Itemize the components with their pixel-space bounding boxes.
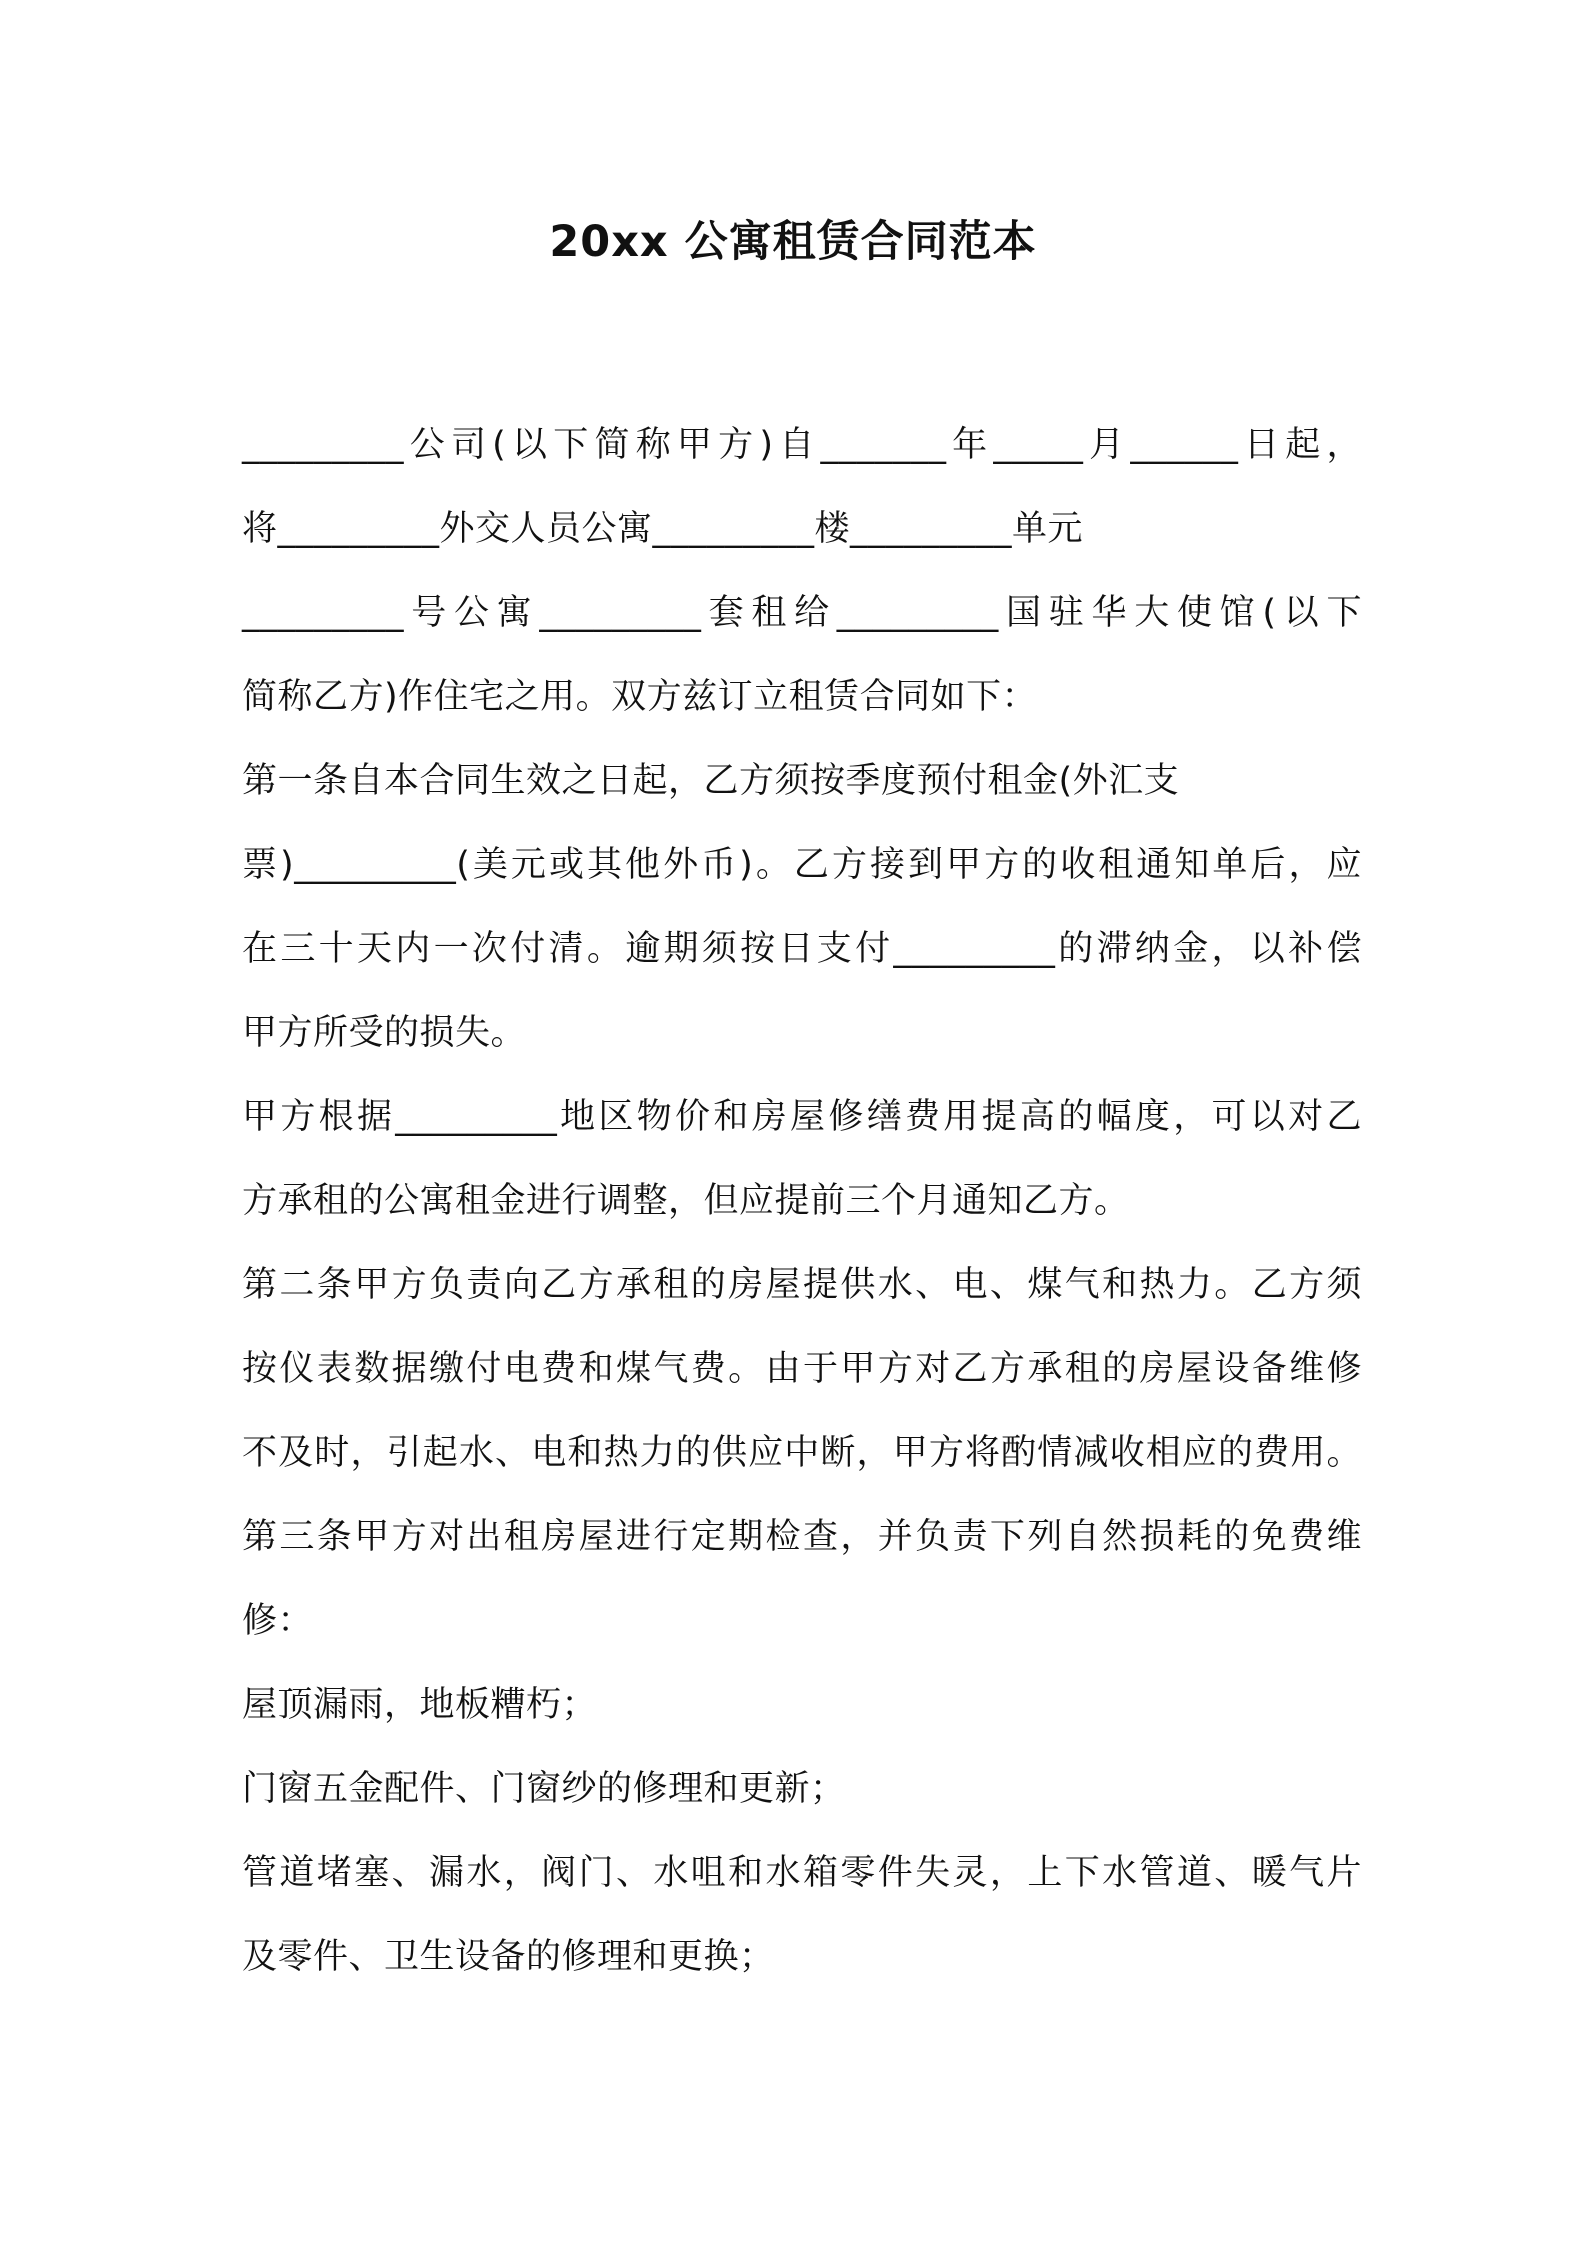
body-line: 方承租的公寓租金进行调整，但应提前三个月通知乙方。 [242, 1181, 1130, 1221]
body-line: 将_________外交人员公寓_________楼_________单元 [242, 509, 1084, 549]
document-title: 20xx 公寓租赁合同范本 [549, 217, 1037, 267]
body-line: 修： [242, 1601, 314, 1641]
body-line: 甲方所受的损失。 [242, 1013, 527, 1053]
body-line: 甲方根据_________地区物价和房屋修缮费用提高的幅度，可以对乙 [242, 1097, 1362, 1137]
body-line: 及零件、卫生设备的修理和更换； [242, 1937, 775, 1977]
body-line: 不及时，引起水、电和热力的供应中断，甲方将酌情减收相应的费用。 [242, 1433, 1362, 1473]
body-line: _________号公寓_________套租给_________国驻华大使馆(以下 [242, 593, 1362, 633]
body-line: _________公司(以下简称甲方)自_______年_____月______日起， [242, 425, 1362, 465]
body-line: 门窗五金配件、门窗纱的修理和更新； [242, 1769, 846, 1809]
body-line: 第三条甲方对出租房屋进行定期检查，并负责下列自然损耗的免费维 [242, 1517, 1362, 1557]
body-line: 管道堵塞、漏水，阀门、水咀和水箱零件失灵，上下水管道、暖气片 [242, 1853, 1362, 1893]
body-line: 简称乙方)作住宅之用。双方兹订立租赁合同如下： [242, 677, 1038, 717]
body-line: 在三十天内一次付清。逾期须按日支付_________的滞纳金，以补偿 [242, 929, 1362, 969]
body-line: 按仪表数据缴付电费和煤气费。由于甲方对乙方承租的房屋设备维修 [242, 1349, 1362, 1389]
body-line: 屋顶漏雨，地板糟朽； [242, 1685, 598, 1725]
body-line: 第二条甲方负责向乙方承租的房屋提供水、电、煤气和热力。乙方须 [242, 1265, 1362, 1305]
document-body [242, 403, 1362, 1999]
body-line: 票)_________(美元或其他外币)。乙方接到甲方的收租通知单后，应 [242, 845, 1362, 885]
body-line: 第一条自本合同生效之日起，乙方须按季度预付租金(外汇支 [242, 761, 1180, 801]
